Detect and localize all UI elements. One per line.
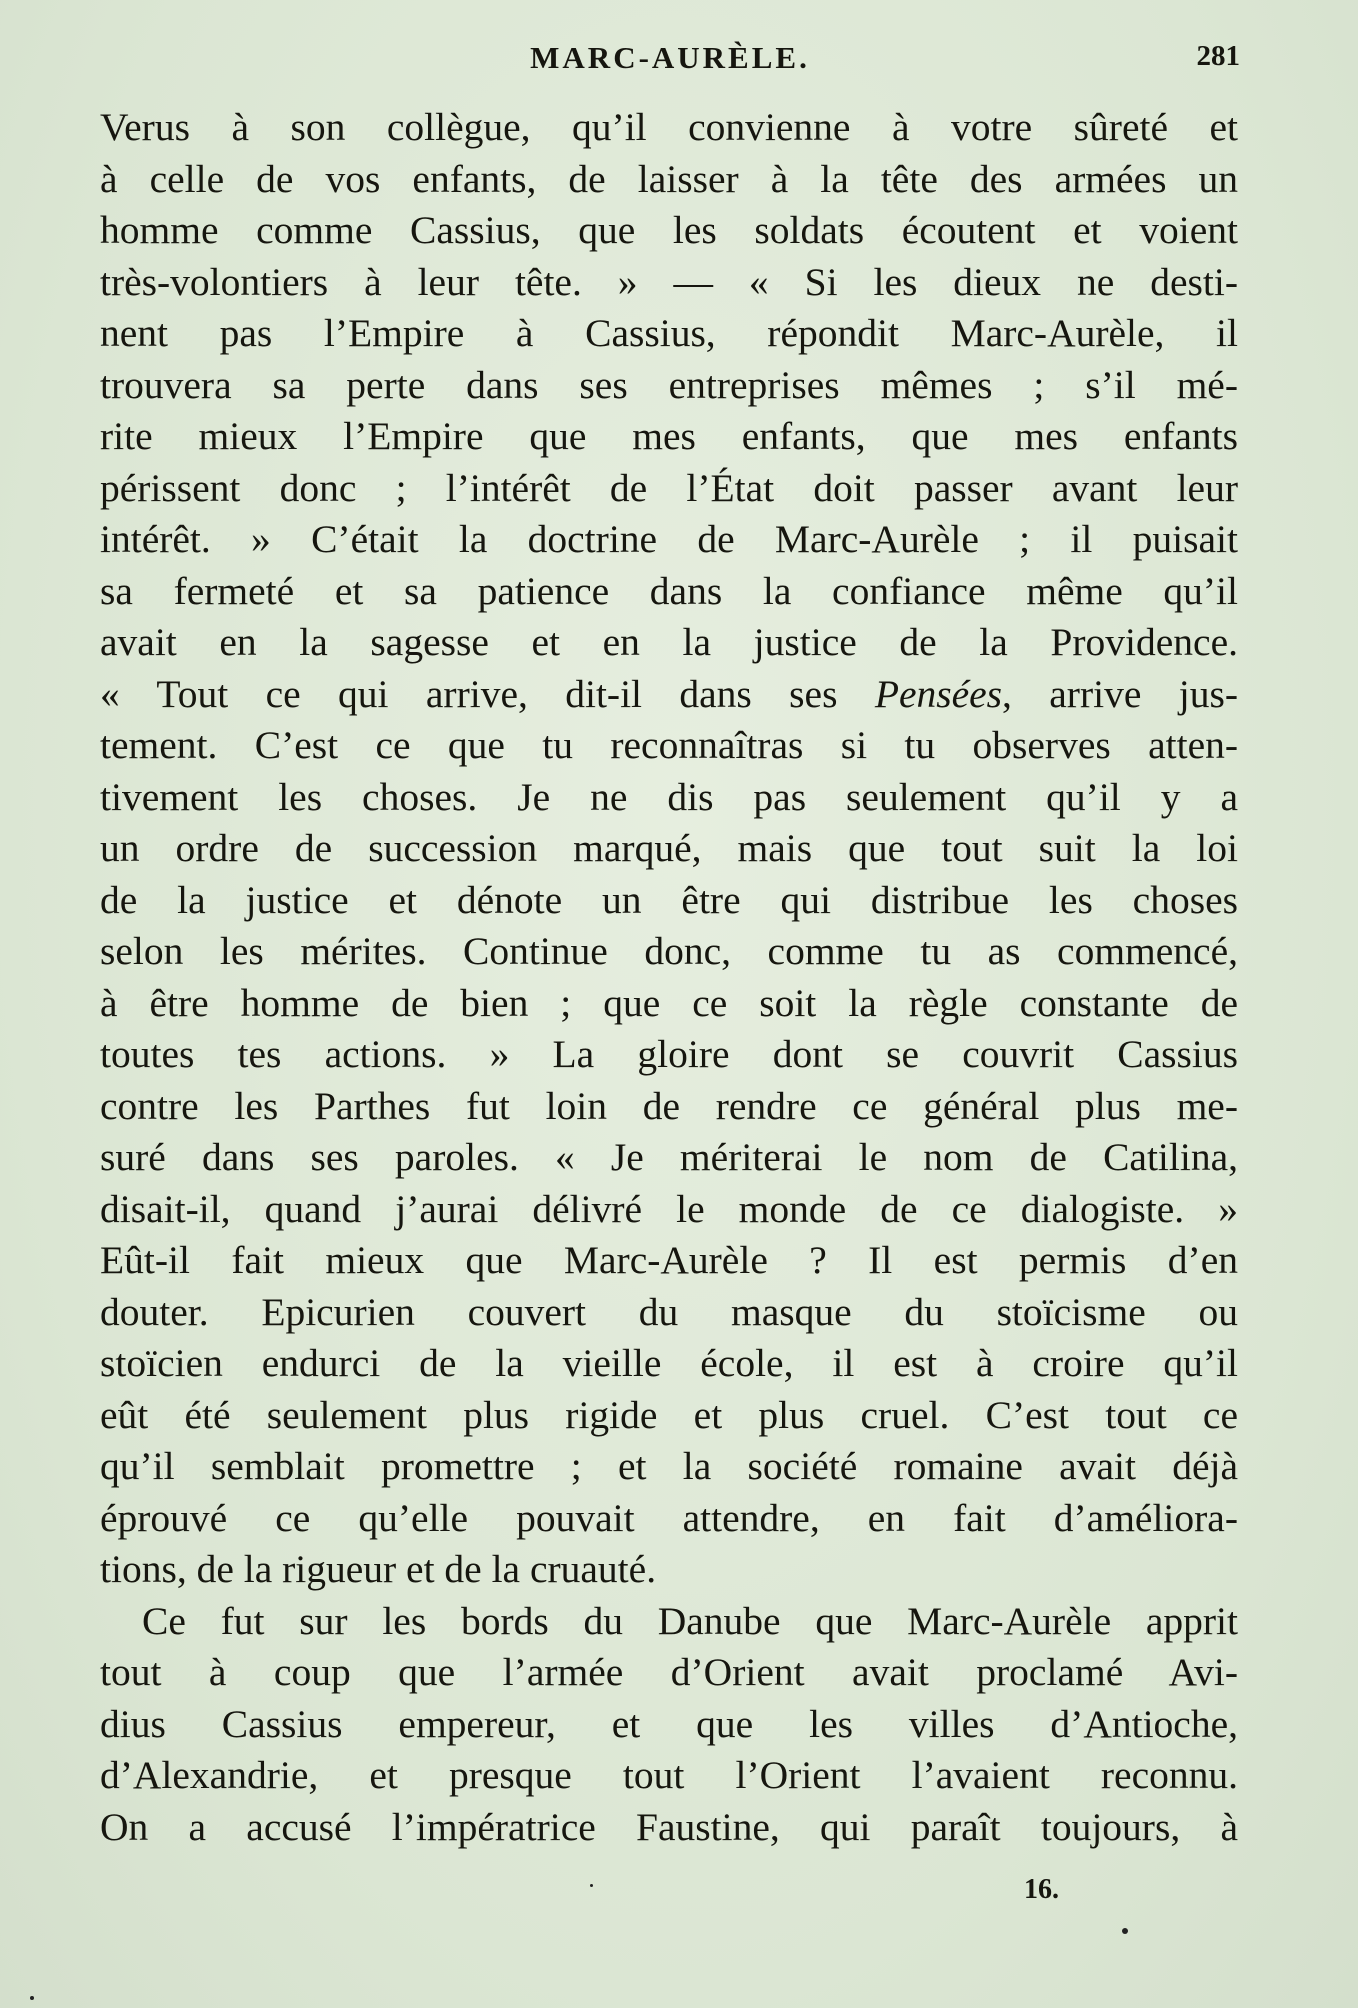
ink-speck — [30, 1996, 34, 2000]
body-text — [100, 102, 1238, 1853]
text-segment: « Tout ce qui arrive, dit-il dans ses — [100, 671, 875, 716]
ink-speck — [590, 1884, 593, 1887]
text-line: suré dans ses paroles. « Je mériterai le nom de Catilina, — [100, 1135, 1238, 1179]
text-line: un ordre de succession marqué, mais que tout suit la loi — [100, 826, 1238, 870]
text-line: qu’il semblait promettre ; et la société romaine avait déjà — [100, 1444, 1238, 1488]
paragraph-end-line: tions, de la rigueur et de la cruauté. — [100, 1547, 657, 1591]
text-line: Eût-il fait mieux que Marc-Aurèle ? Il est permis d’en — [100, 1238, 1238, 1282]
signature-mark: 16. — [1024, 1874, 1059, 1905]
text-line: douter. Epicurien couvert du masque du stoïcisme ou — [100, 1289, 1238, 1334]
text-line: eût été seulement plus rigide et plus cruel. C’est tout ce — [100, 1392, 1238, 1437]
page-number: 281 — [1196, 40, 1240, 72]
text-line: tivement les choses. Je ne dis pas seulement qu’il y a — [100, 774, 1238, 819]
text-line: de la justice et dénote un être qui distribue les choses — [100, 877, 1238, 922]
text-line: avait en la sagesse et en la justice de la Providence. — [100, 620, 1238, 664]
text-line: d’Alexandrie, et presque tout l’Orient l’avaient reconnu. — [100, 1753, 1238, 1797]
text-line: à être homme de bien ; que ce soit la règle constante de — [100, 980, 1238, 1025]
text-line: disait-il, quand j’aurai délivré le monde de ce dialogiste. » — [100, 1186, 1238, 1231]
text-line: dius Cassius empereur, et que les villes d’Antioche, — [100, 1701, 1238, 1746]
text-segment: , arrive jus- — [1002, 671, 1238, 716]
book-title-pensees: Pensées — [874, 671, 1003, 716]
ink-speck — [1122, 1928, 1128, 1934]
text-line: homme comme Cassius, que les soldats écoutent et voient — [100, 208, 1238, 252]
text-line: éprouvé ce qu’elle pouvait attendre, en fait d’améliora- — [100, 1495, 1238, 1540]
text-line: très-volontiers à leur tête. » — « Si les dieux ne desti- — [100, 259, 1238, 304]
text-line: stoïcien endurci de la vieille école, il est à croire qu’il — [100, 1341, 1238, 1385]
text-line-with-italic — [100, 669, 1238, 721]
text-line: nent pas l’Empire à Cassius, répondit Marc-Aurèle, il — [100, 311, 1238, 355]
text-line: On a accusé l’impératrice Faustine, qui paraît toujours, à — [100, 1804, 1238, 1849]
text-line: à celle de vos enfants, de laisser à la tête des armées un — [100, 156, 1238, 201]
text-line: tement. C’est ce que tu reconnaîtras si tu observes atten- — [100, 723, 1238, 767]
text-line: selon les mérites. Continue donc, comme tu as commencé, — [100, 929, 1238, 973]
paragraph-start-line: Ce fut sur les bords du Danube que Marc-Aurèle apprit — [142, 1598, 1238, 1643]
text-line: sa fermeté et sa patience dans la confiance même qu’il — [100, 568, 1238, 613]
text-line: intérêt. » C’était la doctrine de Marc-Aurèle ; il puisait — [100, 517, 1238, 561]
text-line: périssent donc ; l’intérêt de l’État doit passer avant leur — [100, 465, 1238, 510]
text-line: trouvera sa perte dans ses entreprises mêmes ; s’il mé- — [100, 362, 1238, 407]
running-head — [100, 40, 1240, 90]
text-line: contre les Parthes fut loin de rendre ce général plus me- — [100, 1083, 1238, 1128]
text-line: toutes tes actions. » La gloire dont se couvrit Cassius — [100, 1032, 1238, 1076]
running-title: MARC-AURÈLE. — [530, 40, 810, 75]
text-line: tout à coup que l’armée d’Orient avait proclamé Avi- — [100, 1650, 1238, 1694]
text-line: Verus à son collègue, qu’il convienne à votre sûreté et — [100, 105, 1238, 149]
text-line: rite mieux l’Empire que mes enfants, que mes enfants — [100, 414, 1238, 458]
